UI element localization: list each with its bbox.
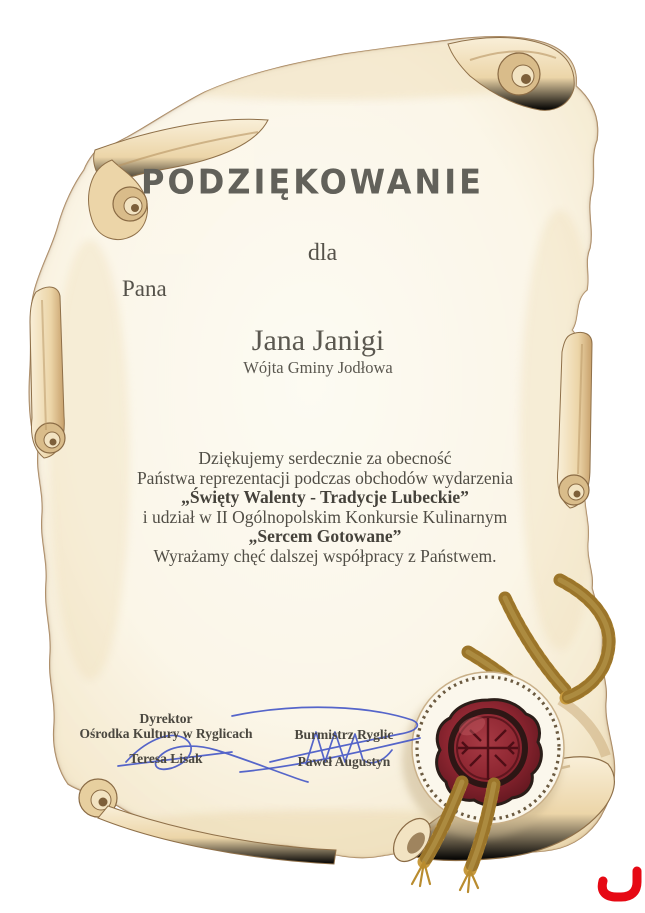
certificate-title: PODZIĘKOWANIE bbox=[141, 162, 484, 202]
body-line-5-contest-name: „Sercem Gotowane” bbox=[248, 526, 402, 546]
body-line-6: Wyrażamy chęć dalszej współpracy z Państwem. bbox=[153, 545, 497, 566]
signature-left-role bbox=[66, 712, 266, 741]
recipient-name: Jana Janigi bbox=[251, 324, 385, 357]
signature-left-name: Teresa Lisak bbox=[129, 751, 203, 766]
signature-left-role-line2: Ośrodka Kultury w Ryglicach bbox=[79, 725, 253, 741]
body-line-4: i udział w II Ogólnopolskim Konkursie Kulinarnym bbox=[142, 506, 508, 527]
signature-right-role: Burmistrz Ryglic bbox=[294, 727, 394, 742]
salutation: dla bbox=[307, 240, 338, 266]
body-line-3-event-name: „Święty Walenty - Tradycje Lubeckie” bbox=[181, 487, 469, 507]
body-line-2: Państwa reprezentacji podczas obchodów wydarzenia bbox=[136, 467, 514, 488]
body-paragraph bbox=[25, 449, 625, 566]
recipient-title: Wójta Gminy Jodłowa bbox=[243, 358, 393, 377]
red-corner-mark bbox=[602, 871, 637, 897]
honorific: Pana bbox=[122, 276, 167, 301]
signature-left-role-line1: Dyrektor bbox=[139, 711, 193, 726]
body-line-1: Dziękujemy serdecznie za obecność bbox=[198, 448, 452, 468]
signature-right-name: Paweł Augustyn bbox=[297, 754, 391, 769]
